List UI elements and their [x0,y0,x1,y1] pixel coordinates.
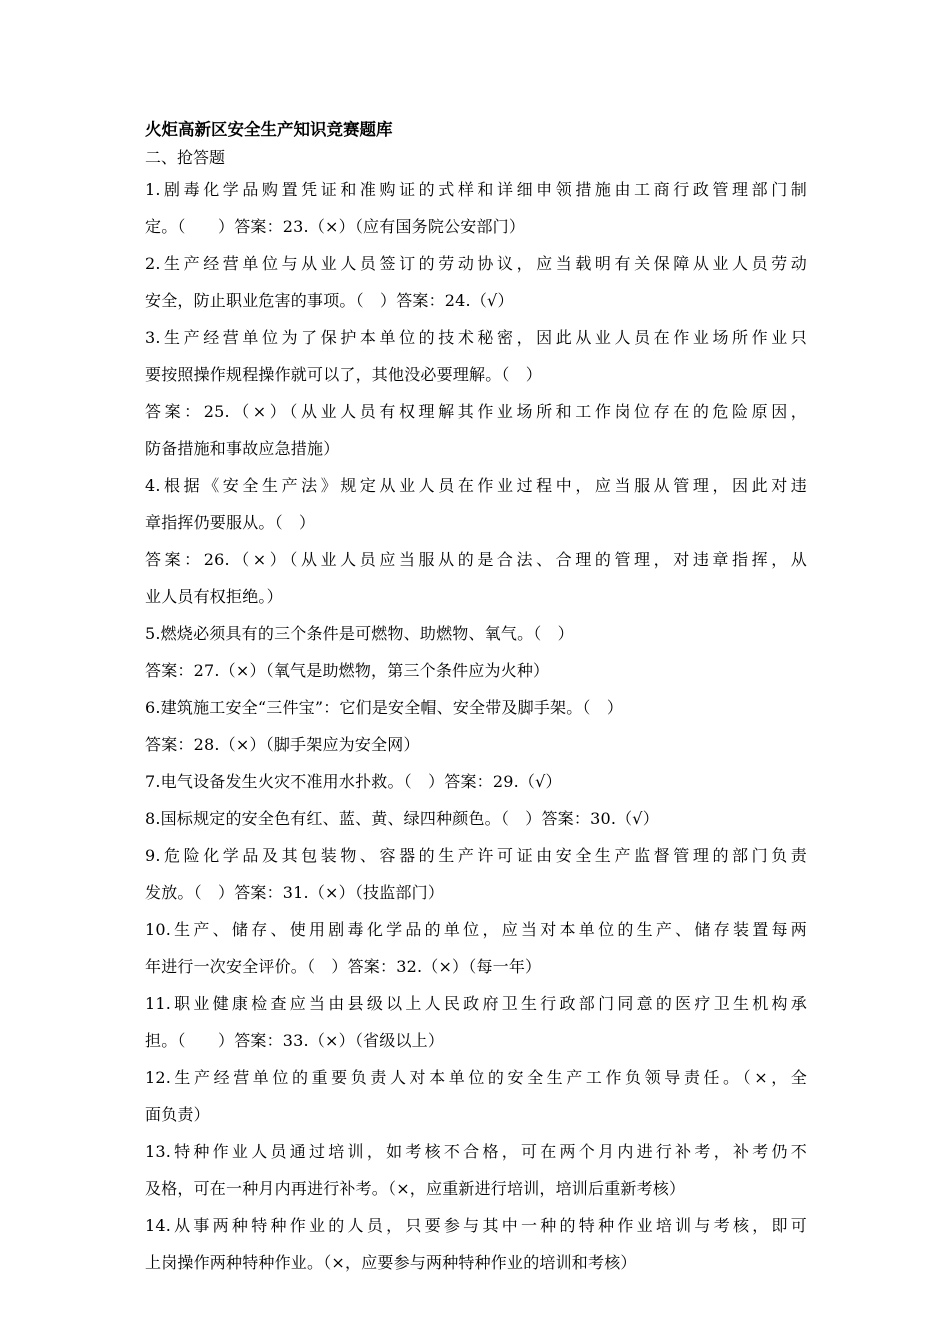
question-line: 12.生产经营单位的重要负责人对本单位的安全生产工作负领导责任。（×，全 [145,1068,807,1087]
question-item [145,319,807,393]
question-line: 答案：26.（×）（从业人员应当服从的是合法、合理的管理，对违章指挥，从 [145,550,807,569]
question-item [145,800,807,837]
question-item [145,1133,807,1207]
question-item [145,1059,807,1133]
question-item [145,171,807,245]
question-line: 6.建筑施工安全“三件宝”：它们是安全帽、安全带及脚手架。（ ） [145,698,624,717]
question-item [145,652,807,689]
question-item [145,726,807,763]
question-line: 及格，可在一种月内再进行补考。（×，应重新进行培训，培训后重新考核） [145,1179,686,1198]
question-item [145,837,807,911]
question-item [145,763,807,800]
question-line: 上岗操作两种特种作业。（×，应要参与两种特种作业的培训和考核） [145,1253,637,1272]
question-line: 11.职业健康检查应当由县级以上人民政府卫生行政部门同意的医疗卫生机构承 [145,994,807,1013]
question-line: 8.国标规定的安全色有红、蓝、黄、绿四种颜色。（ ）答案：30.（√） [145,809,659,828]
question-line: 9.危险化学品及其包装物、容器的生产许可证由安全生产监督管理的部门负责 [145,846,807,865]
question-line: 业人员有权拒绝。） [145,587,283,606]
section-heading: 二、抢答题 [145,148,226,167]
question-item [145,985,807,1059]
question-item [145,689,807,726]
question-line: 要按照操作规程操作就可以了，其他没必要理解。（ ） [145,365,543,384]
question-line: 10.生产、储存、使用剧毒化学品的单位，应当对本单位的生产、储存装置每两 [145,920,807,939]
question-line: 7.电气设备发生火灾不准用水扑救。（ ）答案：29.（√） [145,772,562,791]
question-item [145,615,807,652]
question-item [145,393,807,467]
question-line: 4.根据《安全生产法》规定从业人员在作业过程中，应当服从管理，因此对违 [145,476,807,495]
question-item [145,541,807,615]
question-line: 担。（ ）答案：33.（×）（省级以上） [145,1031,445,1050]
question-line: 1.剧毒化学品购置凭证和准购证的式样和详细申领措施由工商行政管理部门制 [145,180,807,199]
question-line: 面负责） [145,1105,210,1124]
question-line: 答案：25.（×）（从业人员有权理解其作业场所和工作岗位存在的危险原因， [145,402,807,421]
question-line: 安全，防止职业危害的事项。（ ）答案：24.（√） [145,291,514,310]
question-item [145,467,807,541]
question-line: 章指挥仍要服从。（ ） [145,513,316,532]
question-item [145,1207,807,1281]
question-item [145,911,807,985]
document-page [145,114,807,1281]
question-list [145,171,807,1281]
question-line: 年进行一次安全评价。（ ）答案：32.（×）（每一年） [145,957,542,976]
question-line: 防备措施和事故应急措施） [145,439,340,458]
question-item [145,245,807,319]
question-line: 14.从事两种特种作业的人员，只要参与其中一种的特种作业培训与考核，即可 [145,1216,807,1235]
question-line: 3.生产经营单位为了保护本单位的技术秘密，因此从业人员在作业场所作业只 [145,328,807,347]
question-line: 答案：27.（×）（氧气是助燃物，第三个条件应为火种） [145,661,550,680]
question-line: 答案：28.（×）（脚手架应为安全网） [145,735,420,754]
question-line: 2.生产经营单位与从业人员签订的劳动协议，应当载明有关保障从业人员劳动 [145,254,807,273]
document-title: 火炬高新区安全生产知识竞赛题库 [145,120,393,139]
question-line: 发放。（ ）答案：31.（×）（技监部门） [145,883,445,902]
question-line: 13.特种作业人员通过培训，如考核不合格，可在两个月内进行补考，补考仍不 [145,1142,807,1161]
question-line: 5.燃烧必须具有的三个条件是可燃物、助燃物、氧气。（ ） [145,624,574,643]
question-line: 定。（ ）答案：23.（×）（应有国务院公安部门） [145,217,526,236]
